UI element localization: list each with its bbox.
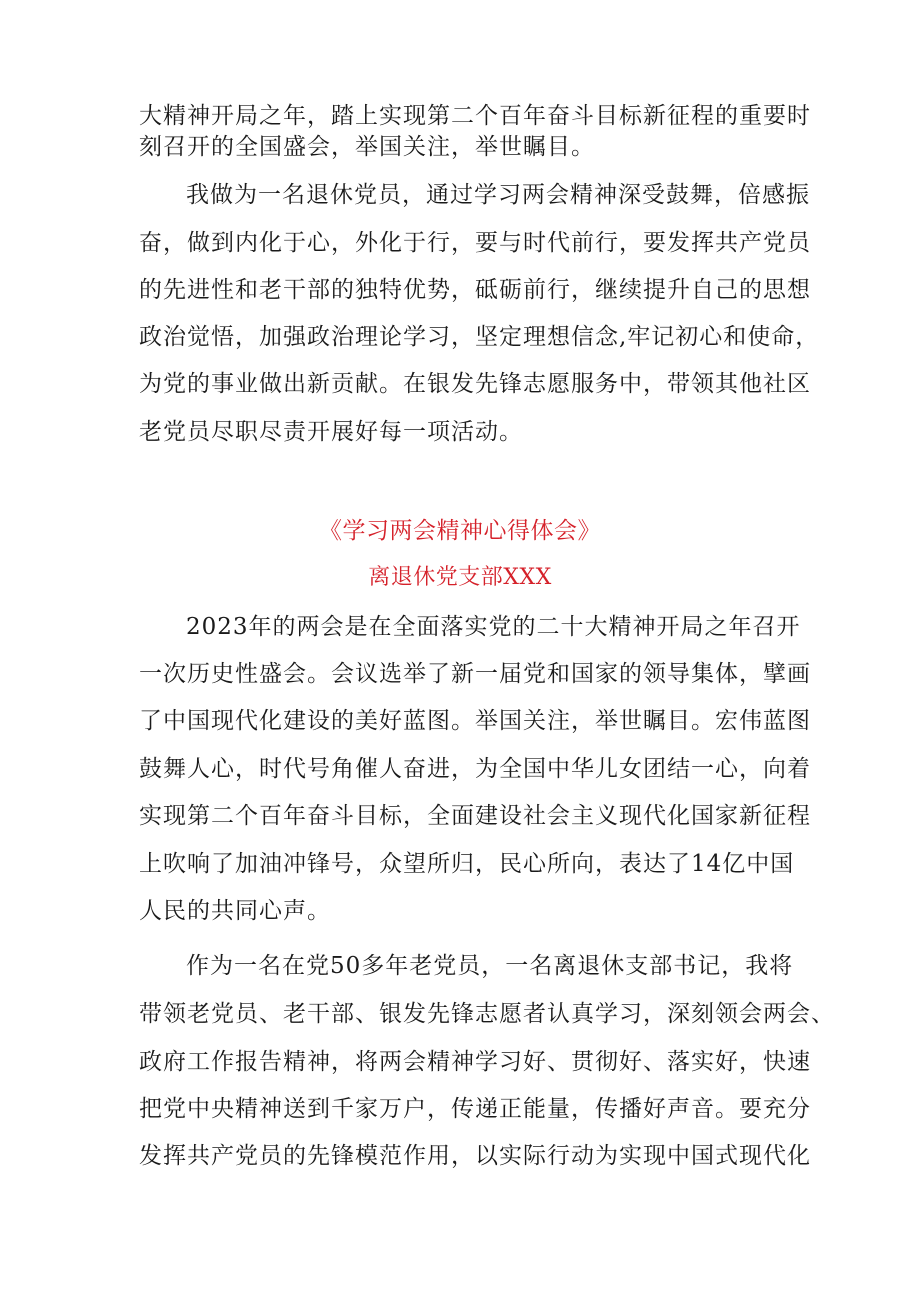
retiree-paragraph-line: 为党的事业做出新贡献。在银发先锋志愿服务中，带领其他社区 bbox=[139, 371, 811, 397]
body-paragraph-line: 发挥共产党员的先锋模范作用，以实际行动为实现中国式现代化 bbox=[139, 1143, 811, 1169]
essay-title: 《学习两会精神心得体会》 bbox=[319, 518, 601, 544]
retiree-paragraph-line: 的先进性和老干部的独特优势，砥砺前行，继续提升自己的思想 bbox=[139, 277, 811, 303]
body-paragraph-line: 人民的共同心声。 bbox=[139, 898, 331, 924]
body-paragraph-line: 把党中央精神送到千家万户，传递正能量，传播好声音。要充分 bbox=[139, 1096, 811, 1122]
intro-line: 刻召开的全国盛会，举国关注，举世瞩目。 bbox=[139, 134, 595, 160]
retiree-paragraph-line: 奋，做到内化于心，外化于行，要与时代前行，要发挥共产党员 bbox=[139, 230, 811, 256]
body-paragraph-line: 政府工作报告精神，将两会精神学习好、贯彻好、落实好，快速 bbox=[139, 1049, 811, 1075]
retiree-paragraph-line: 老党员尽职尽责开展好每一项活动。 bbox=[139, 419, 523, 445]
body-paragraph-line: 实现第二个百年奋斗目标，全面建设社会主义现代化国家新征程 bbox=[139, 803, 811, 829]
essay-author: 离退休党支部XXX bbox=[368, 565, 552, 590]
body-paragraph-line: 一次历史性盛会。会议选举了新一届党和国家的领导集体，擘画 bbox=[139, 661, 811, 687]
retiree-paragraph-line: 政治觉悟，加强政治理论学习，坚定理想信念,牢记初心和使命， bbox=[139, 324, 820, 350]
retiree-paragraph-line: 我做为一名退休党员，通过学习两会精神深受鼓舞，倍感振 bbox=[186, 182, 810, 208]
body-paragraph-line: 作为一名在党50多年老党员，一名离退休支部书记，我将 bbox=[186, 953, 794, 979]
body-paragraph-line: 了中国现代化建设的美好蓝图。举国关注，举世瞩目。宏伟蓝图 bbox=[139, 708, 811, 734]
body-paragraph-line: 带领老党员、老干部、银发先锋志愿者认真学习，深刻领会两会、 bbox=[139, 1001, 835, 1027]
intro-line: 大精神开局之年，踏上实现第二个百年奋斗目标新征程的重要时 bbox=[139, 103, 811, 129]
body-paragraph-line: 上吹响了加油冲锋号，众望所归，民心所向，表达了14亿中国 bbox=[139, 851, 795, 877]
body-paragraph-line: 2023年的两会是在全面落实党的二十大精神开局之年召开 bbox=[186, 614, 801, 640]
body-paragraph-line: 鼓舞人心，时代号角催人奋进，为全国中华儿女团结一心，向着 bbox=[139, 756, 811, 782]
